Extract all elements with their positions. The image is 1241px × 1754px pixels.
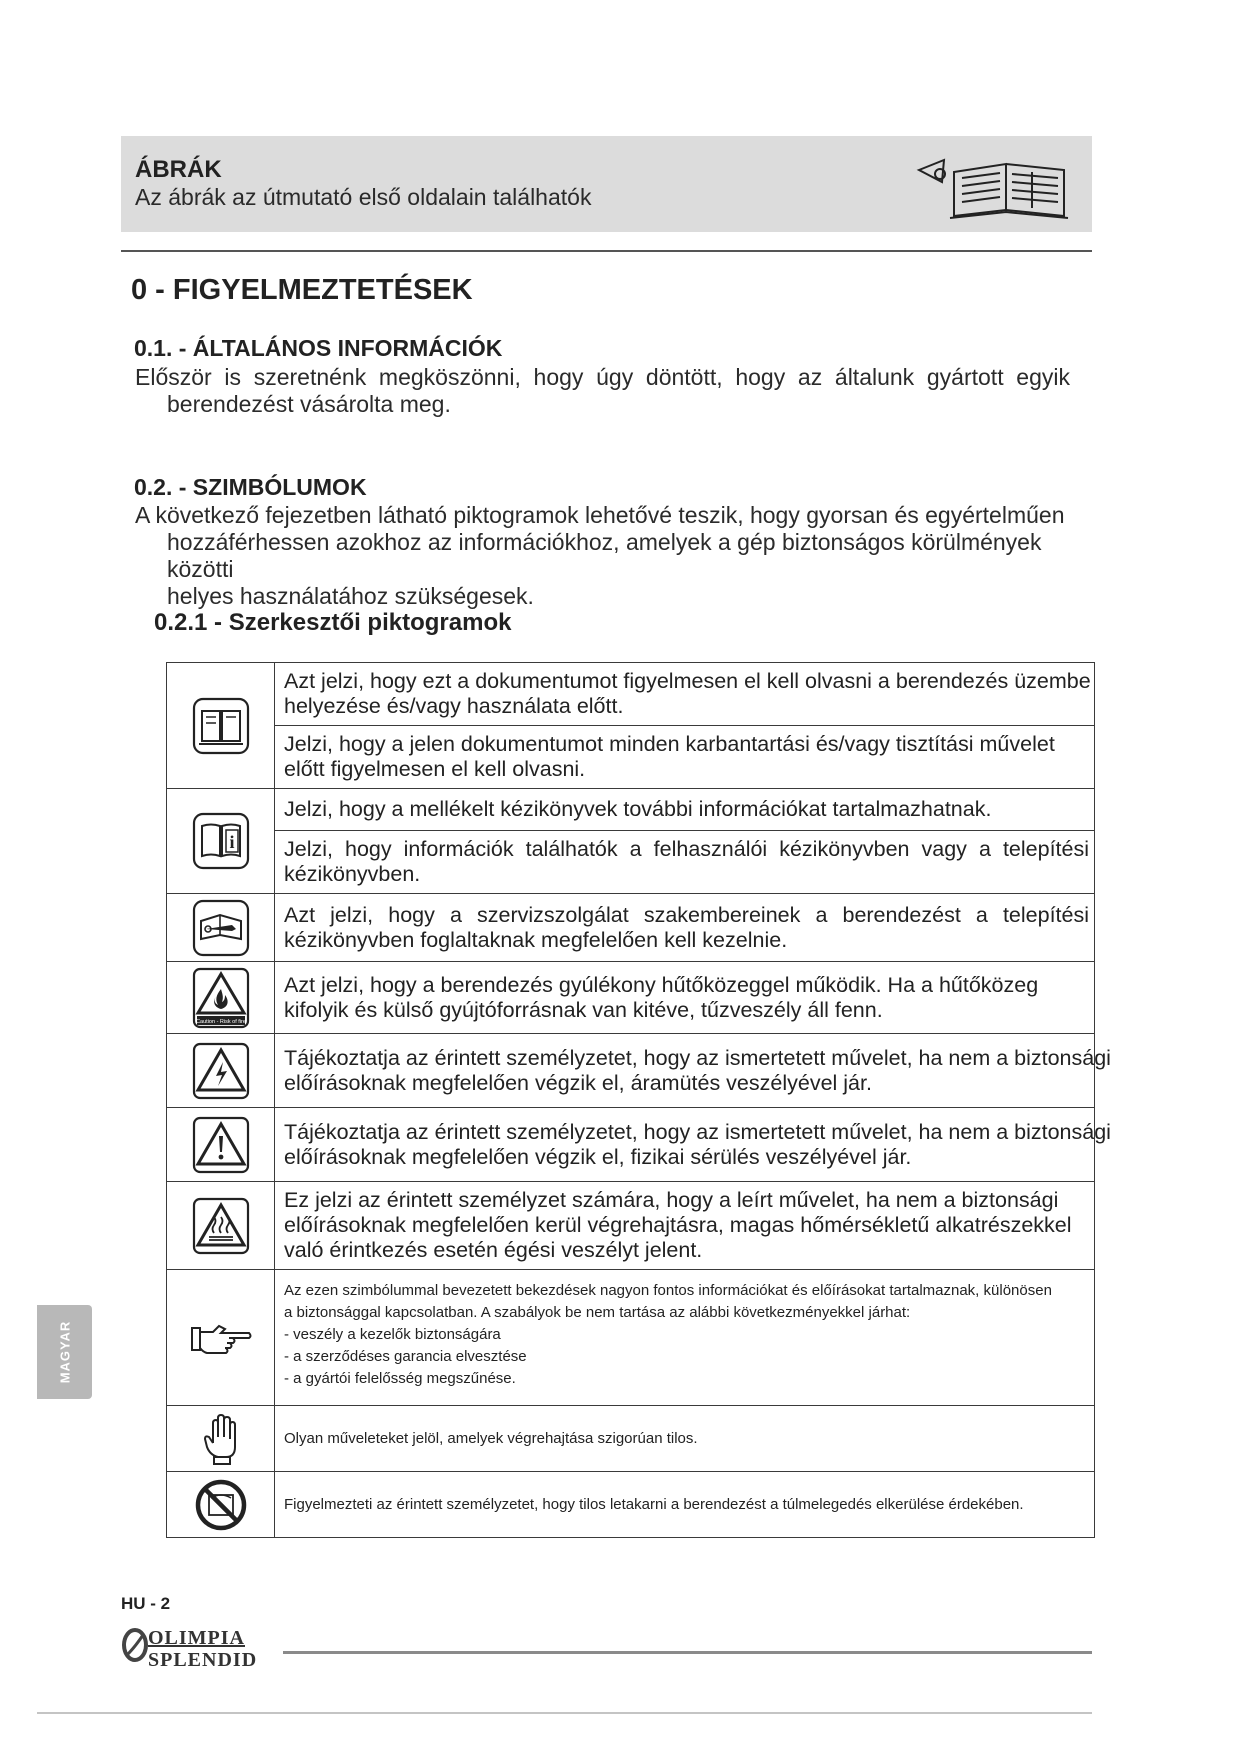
text-line: kézikönyvben foglaltaknak megfelelően kell kezelnie. <box>284 927 788 952</box>
text-line: Az ezen szimbólummal bevezetett bekezdések nagyon fontos információkat és előírásokat tartalmaznak, különösen <box>284 1282 1052 1299</box>
paragraph-line: A következő fejezetben látható piktogramok lehetővé teszik, hogy gyorsan és egyértelműen <box>135 502 1065 528</box>
text-line: Jelzi, hogy a jelen dokumentumot minden karbantartási és/vagy tisztítási művelet <box>284 732 1055 756</box>
language-tab <box>37 1305 92 1399</box>
pointing-hand-icon <box>167 1270 275 1406</box>
text-line: helyezése és/vagy használata előtt. <box>284 694 624 718</box>
page-bottom-rule <box>37 1712 1092 1714</box>
text-line: kifolyik és külső gyújtóforrásnak van kitéve, tűzveszély áll fenn. <box>284 997 883 1022</box>
do-not-cover-icon <box>167 1472 275 1538</box>
text-line: előtt figyelmesen el kell olvasni. <box>284 757 586 781</box>
figures-banner <box>121 136 1092 232</box>
flammable-refrigerant-icon <box>167 962 275 1034</box>
banner-title: ÁBRÁK <box>135 156 222 183</box>
pictogram-description <box>275 1182 1095 1270</box>
logo-line: OLIMPIA <box>148 1627 245 1649</box>
text-line: Azt jelzi, hogy a berendezés gyúlékony hűtőközeggel működik. Ha a hűtőközeg <box>284 972 1039 997</box>
subsection-heading-general: 0.1. - ÁLTALÁNOS INFORMÁCIÓK <box>134 335 503 361</box>
pictogram-description <box>275 726 1095 789</box>
editorial-pictograms-heading: 0.2.1 - Szerkesztői piktogramok <box>154 609 512 636</box>
language-tab-label: MAGYAR <box>57 1320 72 1384</box>
list-item: - a szerződéses garancia elvesztése <box>284 1348 527 1365</box>
electric-shock-icon <box>167 1034 275 1108</box>
text-line: Ez jelzi az érintett személyzet számára, hogy a leírt művelet, ha nem a biztonsági <box>284 1188 1059 1212</box>
header-rule <box>121 250 1092 252</box>
service-manual-icon <box>167 894 275 962</box>
text-line: Figyelmezteti az érintett személyzetet, hogy tilos letakarni a berendezést a túlmelegedés elkerülése érdekében. <box>284 1495 1024 1513</box>
pictogram-description <box>275 1270 1095 1406</box>
text-line: előírásoknak megfelelően kerül végrehajtásra, magas hőmérsékletű alkatrészekkel <box>284 1213 1072 1237</box>
svg-text:i: i <box>228 832 235 852</box>
pictogram-table <box>166 662 1111 1538</box>
paragraph-line: helyes használatához szükségesek. <box>167 583 534 609</box>
footer-rule <box>283 1651 1092 1654</box>
manual-info-icon <box>167 789 275 894</box>
stop-hand-icon <box>167 1406 275 1472</box>
pictogram-description <box>275 894 1095 962</box>
icon-caption: Caution - Risk of fire <box>195 1018 246 1025</box>
olimpia-splendid-logo <box>121 1625 149 1670</box>
book-icon <box>914 150 1084 227</box>
pictogram-description <box>275 1034 1111 1108</box>
text-line: Tájékoztatja az érintett személyzetet, hogy az ismertetett művelet, ha nem a biztonsági <box>284 1045 1111 1070</box>
text-line: való érintkezés esetén égési veszélyt jelent. <box>284 1238 703 1262</box>
list-item: - a gyártói felelősség megszűnése. <box>284 1370 516 1387</box>
pictogram-description <box>275 1108 1111 1182</box>
consequence-list <box>284 1324 1086 1390</box>
pictogram-description <box>275 831 1095 894</box>
text-line: Jelzi, hogy információk találhatók a felhasználói kézikönyvben vagy a telepítési <box>284 837 1089 861</box>
text-line: előírásoknak megfelelően végzik el, áramütés veszélyével jár. <box>284 1070 872 1095</box>
logo-line: SPLENDID <box>148 1649 258 1671</box>
paragraph-line: Először is szeretnénk megköszönni, hogy úgy döntött, hogy az általunk gyártott egyik <box>135 364 1070 390</box>
text-line: Olyan műveleteket jelöl, amelyek végrehajtása szigorúan tilos. <box>284 1429 698 1447</box>
text-line: a biztonsággal kapcsolatban. A szabályok be nem tartása az alábbi következményekkel járhat: <box>284 1304 911 1321</box>
general-info-paragraph <box>135 364 1070 418</box>
section-heading: 0 - FIGYELMEZTETÉSEK <box>131 274 473 306</box>
logo-text <box>148 1627 257 1671</box>
subsection-heading-symbols: 0.2. - SZIMBÓLUMOK <box>134 474 367 500</box>
text-line: Jelzi, hogy a mellékelt kézikönyvek további információkat tartalmazhatnak. <box>284 797 992 821</box>
pictogram-description <box>275 663 1095 726</box>
paragraph-line: hozzáférhessen azokhoz az információkhoz, amelyek a gép biztonságos körülmények közötti <box>167 529 1042 582</box>
hot-surface-icon <box>167 1182 275 1270</box>
text-line: Azt jelzi, hogy a szervizszolgálat szakembereinek a berendezést a telepítési <box>284 902 1089 927</box>
text-line: előírásoknak megfelelően végzik el, fizikai sérülés veszélyével jár. <box>284 1144 912 1169</box>
symbols-paragraph <box>135 502 1070 610</box>
banner-subtitle: Az ábrák az útmutató első oldalain találhatók <box>135 184 592 210</box>
pictogram-description <box>275 1406 1095 1472</box>
page-number: HU - 2 <box>121 1594 171 1613</box>
text-line: Azt jelzi, hogy ezt a dokumentumot figyelmesen el kell olvasni a berendezés üzembe <box>284 669 1091 693</box>
pictogram-description <box>275 789 1095 831</box>
pictogram-description <box>275 962 1095 1034</box>
paragraph-line: berendezést vásárolta meg. <box>167 391 451 417</box>
list-item: - veszély a kezelők biztonságára <box>284 1326 501 1343</box>
text-line: Tájékoztatja az érintett személyzetet, hogy az ismertetett művelet, ha nem a biztonsági <box>284 1119 1111 1144</box>
read-manual-icon <box>167 663 275 789</box>
general-danger-icon <box>167 1108 275 1182</box>
text-line: kézikönyvben. <box>284 862 421 886</box>
pictogram-description <box>275 1472 1095 1538</box>
